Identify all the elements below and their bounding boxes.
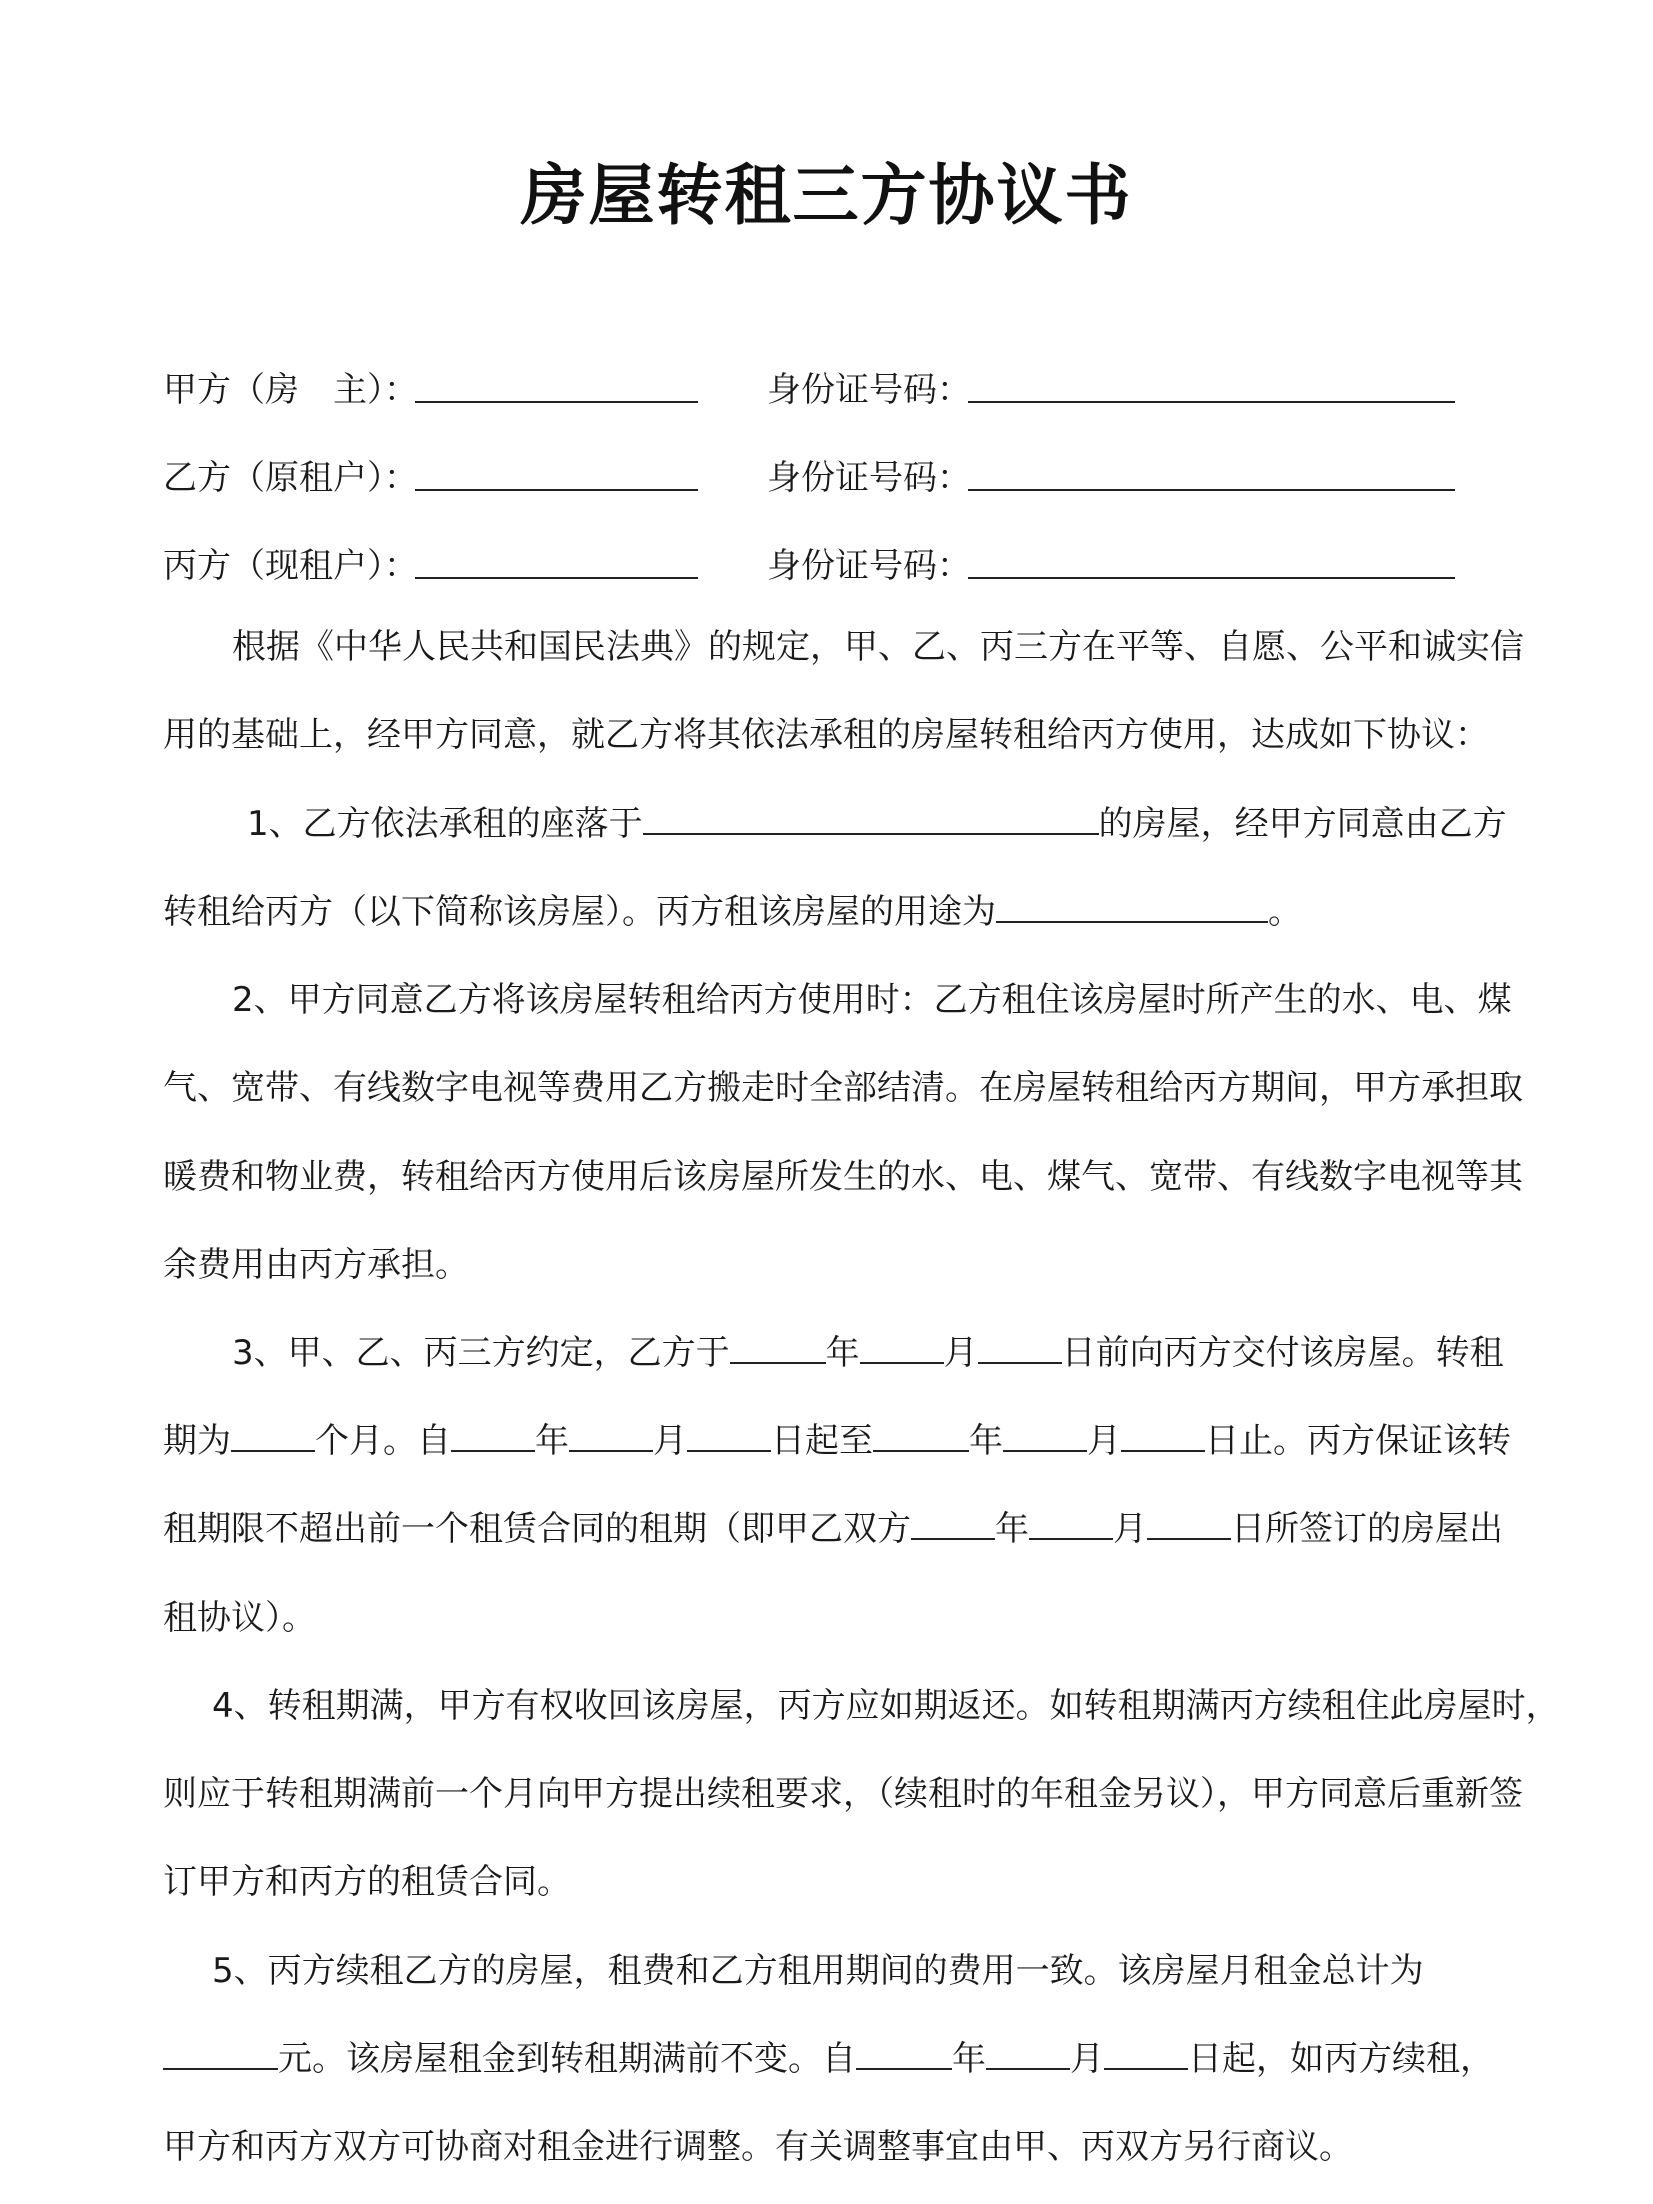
clause-5-line: 甲方和丙方双方可协商对租金进行调整。有关调整事宜由甲、丙双方另行商议。 bbox=[163, 2127, 1353, 2167]
clause-2-line: 暖费和物业费，转租给丙方使用后该房屋所发生的水、电、煤气、宽带、有线数字电视等其 bbox=[163, 1157, 1523, 1197]
clause-1-line bbox=[163, 890, 1302, 934]
party-c-id-field[interactable] bbox=[968, 575, 1455, 579]
clause-2-line: 余费用由丙方承担。 bbox=[163, 1245, 469, 1285]
party-b-label: 乙方（原租户）： bbox=[163, 458, 418, 498]
party-b-name-field[interactable] bbox=[415, 487, 698, 491]
party-c-id-label: 身份证号码： bbox=[767, 546, 971, 586]
end-month-field[interactable] bbox=[1003, 1420, 1087, 1452]
party-a-name-field[interactable] bbox=[415, 399, 698, 403]
clause-3-line bbox=[163, 1419, 1511, 1463]
clause-text: 日起，如丙方续租， bbox=[1188, 2039, 1494, 2079]
intro-line: 根据《中华人民共和国民法典》的规定，甲、乙、丙三方在平等、自愿、公平和诚实信 bbox=[232, 627, 1524, 667]
term-months-field[interactable] bbox=[231, 1420, 315, 1452]
end-year-field[interactable] bbox=[873, 1420, 969, 1452]
clause-1-line bbox=[247, 802, 1507, 846]
year-unit: 年 bbox=[995, 1509, 1029, 1549]
month-unit: 月 bbox=[1070, 2039, 1104, 2079]
clause-text: 租期限不超出前一个租赁合同的租期（即甲乙双方 bbox=[163, 1509, 911, 1549]
clause-text: 日起至 bbox=[771, 1421, 873, 1461]
clause-text: 3、甲、乙、丙三方约定，乙方于 bbox=[232, 1333, 730, 1373]
clause-2-line: 气、宽带、有线数字电视等费用乙方搬走时全部结清。在房屋转租给丙方期间，甲方承担取 bbox=[163, 1068, 1523, 1108]
month-unit: 月 bbox=[1087, 1421, 1121, 1461]
prior-day-field[interactable] bbox=[1147, 1508, 1231, 1540]
party-a-id-label: 身份证号码： bbox=[767, 370, 971, 410]
clause-text: 元。该房屋租金到转租期满前不变。自 bbox=[278, 2039, 856, 2079]
clause-2-line: 2、甲方同意乙方将该房屋转租给丙方使用时：乙方租住该房屋时所产生的水、电、煤 bbox=[232, 980, 1512, 1020]
clause-5-line bbox=[163, 2037, 1494, 2081]
clause-4-line: 4、转租期满，甲方有权收回该房屋，丙方应如期返还。如转租期满丙方续租住此房屋时， bbox=[212, 1686, 1560, 1726]
clause-text: 日止。丙方保证该转 bbox=[1205, 1421, 1511, 1461]
party-a-id-field[interactable] bbox=[968, 399, 1455, 403]
year-unit: 年 bbox=[535, 1421, 569, 1461]
month-unit: 月 bbox=[943, 1333, 978, 1373]
document-title: 房屋转租三方协议书 bbox=[520, 157, 1133, 234]
party-a-label: 甲方（房 主）： bbox=[163, 370, 418, 410]
party-c-name-field[interactable] bbox=[415, 575, 698, 579]
handover-month-field[interactable] bbox=[860, 1332, 944, 1364]
clause-text: 日前向丙方交付该房屋。转租 bbox=[1061, 1333, 1504, 1373]
usage-field[interactable] bbox=[996, 891, 1268, 923]
adjust-year-field[interactable] bbox=[856, 2038, 952, 2070]
clause-text: 日所签订的房屋出 bbox=[1231, 1509, 1503, 1549]
year-unit: 年 bbox=[969, 1421, 1003, 1461]
clause-4-line: 订甲方和丙方的租赁合同。 bbox=[163, 1862, 571, 1902]
party-b-id-field[interactable] bbox=[968, 487, 1455, 491]
month-unit: 月 bbox=[653, 1421, 687, 1461]
clause-4-line: 则应于转租期满前一个月向甲方提出续租要求，（续租时的年租金另议），甲方同意后重新签 bbox=[163, 1774, 1523, 1814]
handover-day-field[interactable] bbox=[978, 1332, 1062, 1364]
start-month-field[interactable] bbox=[569, 1420, 653, 1452]
clause-text: 个月。自 bbox=[315, 1421, 451, 1461]
end-day-field[interactable] bbox=[1121, 1420, 1205, 1452]
clause-3-line: 租协议）。 bbox=[163, 1598, 316, 1638]
party-c-label: 丙方（现租户）： bbox=[163, 546, 418, 586]
handover-year-field[interactable] bbox=[730, 1332, 826, 1364]
year-unit: 年 bbox=[825, 1333, 860, 1373]
adjust-day-field[interactable] bbox=[1104, 2038, 1188, 2070]
party-b-id-label: 身份证号码： bbox=[767, 458, 971, 498]
month-unit: 月 bbox=[1113, 1509, 1147, 1549]
clause-text: 转租给丙方（以下简称该房屋）。丙方租该房屋的用途为 bbox=[163, 892, 996, 932]
clause-3-line bbox=[232, 1331, 1504, 1375]
clause-5-line: 5、丙方续租乙方的房屋，租费和乙方租用期间的费用一致。该房屋月租金总计为 bbox=[212, 1951, 1424, 1991]
start-day-field[interactable] bbox=[687, 1420, 771, 1452]
clause-text: 的房屋，经甲方同意由乙方 bbox=[1098, 804, 1507, 844]
address-field[interactable] bbox=[643, 803, 1099, 835]
year-unit: 年 bbox=[952, 2039, 986, 2079]
prior-month-field[interactable] bbox=[1029, 1508, 1113, 1540]
clause-3-line bbox=[163, 1507, 1503, 1551]
clause-text: 期为 bbox=[163, 1421, 231, 1461]
start-year-field[interactable] bbox=[451, 1420, 535, 1452]
clause-text: 1、乙方依法承租的座落于 bbox=[247, 804, 643, 844]
clause-text: 。 bbox=[1268, 892, 1302, 932]
adjust-month-field[interactable] bbox=[986, 2038, 1070, 2070]
prior-year-field[interactable] bbox=[911, 1508, 995, 1540]
monthly-rent-field[interactable] bbox=[163, 2038, 278, 2070]
intro-line: 用的基础上，经甲方同意，就乙方将其依法承租的房屋转租给丙方使用，达成如下协议： bbox=[163, 715, 1489, 755]
